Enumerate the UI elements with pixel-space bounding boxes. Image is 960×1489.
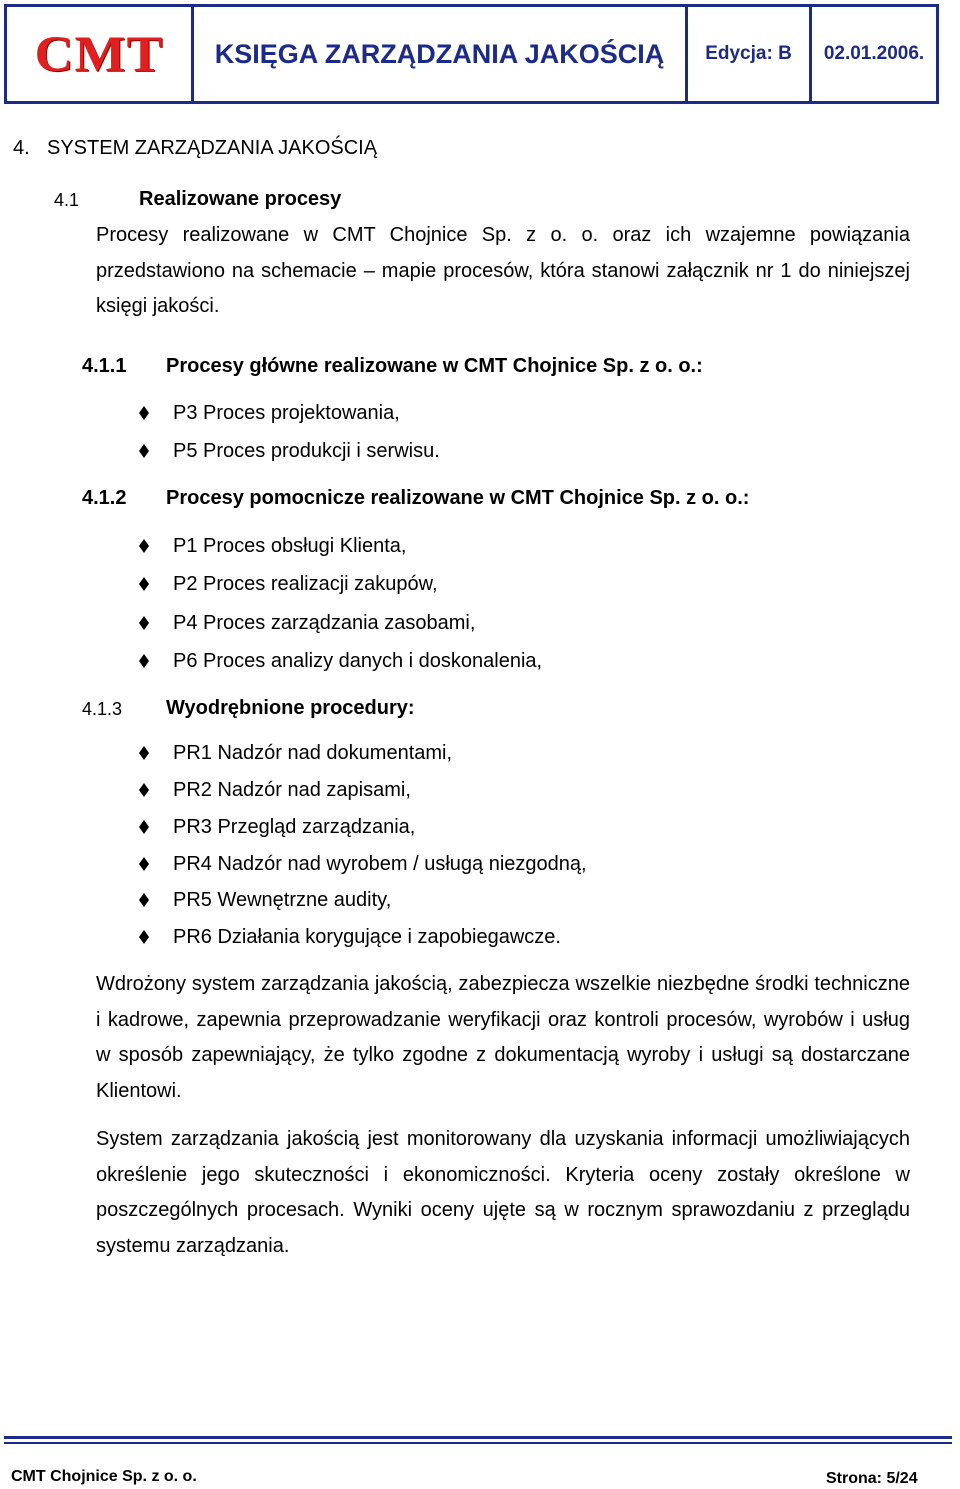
footer-company: CMT Chojnice Sp. z o. o.	[11, 1468, 197, 1485]
list-item: PR5 Wewnętrzne audity,	[173, 889, 392, 911]
subsection-4-1-title: Realizowane procesy	[139, 188, 342, 210]
list-item: PR3 Przegląd zarządzania,	[173, 816, 416, 838]
list-item: PR6 Działania korygujące i zapobiegawcze.	[173, 926, 561, 948]
subsection-4-1-number: 4.1	[54, 190, 80, 210]
subsection-4-1-3-title: Wyodrębnione procedury:	[166, 697, 415, 719]
list-item: P2 Proces realizacji zakupów,	[173, 573, 438, 595]
edition-date: 02.01.2006.	[823, 43, 925, 64]
list-item: P4 Proces zarządzania zasobami,	[173, 612, 476, 634]
subsection-4-1-2-number: 4.1.2	[82, 487, 127, 509]
list-item: PR1 Nadzór nad dokumentami,	[173, 742, 453, 764]
edition-label: Edycja: B	[688, 7, 812, 101]
cmt-logo: CMT	[34, 25, 164, 83]
list-item: PR4 Nadzór nad wyrobem / usługą niezgodną,	[173, 853, 587, 875]
document-title: KSIĘGA ZARZĄDZANIA JAKOŚCIĄ	[194, 7, 688, 101]
subsection-4-1-2-title: Procesy pomocnicze realizowane w CMT Chojnice Sp. z o. o.:	[166, 487, 750, 509]
list-item: P5 Proces produkcji i serwisu.	[173, 440, 440, 462]
subsection-4-1-intro: Procesy realizowane w CMT Chojnice Sp. z o. o. oraz ich wzajemne powiązania przedstawiono na schemacie – mapie procesów, która stanowi załącznik nr 1 do niniejszej księgi jakości.	[96, 224, 910, 317]
list-item: P1 Proces obsługi Klienta,	[173, 535, 407, 557]
document-header	[4, 4, 939, 104]
list-item: P6 Proces analizy danych i doskonalenia,	[173, 650, 543, 672]
footer-rule	[4, 1436, 952, 1439]
subsection-4-1-1-title: Procesy główne realizowane w CMT Chojnice Sp. z o. o.:	[166, 355, 703, 377]
section-number: 4.	[13, 137, 30, 159]
list-item: PR2 Nadzór nad zapisami,	[173, 779, 411, 801]
paragraph: Wdrożony system zarządzania jakością, zabezpiecza wszelkie niezbędne środki techniczne i kadrowe, zapewnia przeprowadzanie weryfikacji oraz kontroli procesów, wyrobów i usług w sposób zapewniający, że tylko zgodne z dokumentacją wyroby i usługi są dostarczane Klientowi.	[96, 973, 910, 1102]
logo-cell	[7, 7, 194, 101]
footer-rule	[4, 1442, 952, 1444]
paragraph: System zarządzania jakością jest monitorowany dla uzyskania informacji umożliwiających określenie jego skuteczności i ekonomiczności. Kryteria oceny zostały określone w poszczególnych procesach. Wyniki oceny ujęte są w rocznym sprawozdaniu z przeglądu systemu zarządzania.	[96, 1128, 910, 1257]
subsection-4-1-1-number: 4.1.1	[82, 355, 127, 377]
section-title: SYSTEM ZARZĄDZANIA JAKOŚCIĄ	[47, 137, 378, 159]
subsection-4-1-3-number: 4.1.3	[82, 699, 123, 719]
footer-page-number: Strona: 5/24	[826, 1470, 918, 1487]
list-item: P3 Proces projektowania,	[173, 402, 400, 424]
